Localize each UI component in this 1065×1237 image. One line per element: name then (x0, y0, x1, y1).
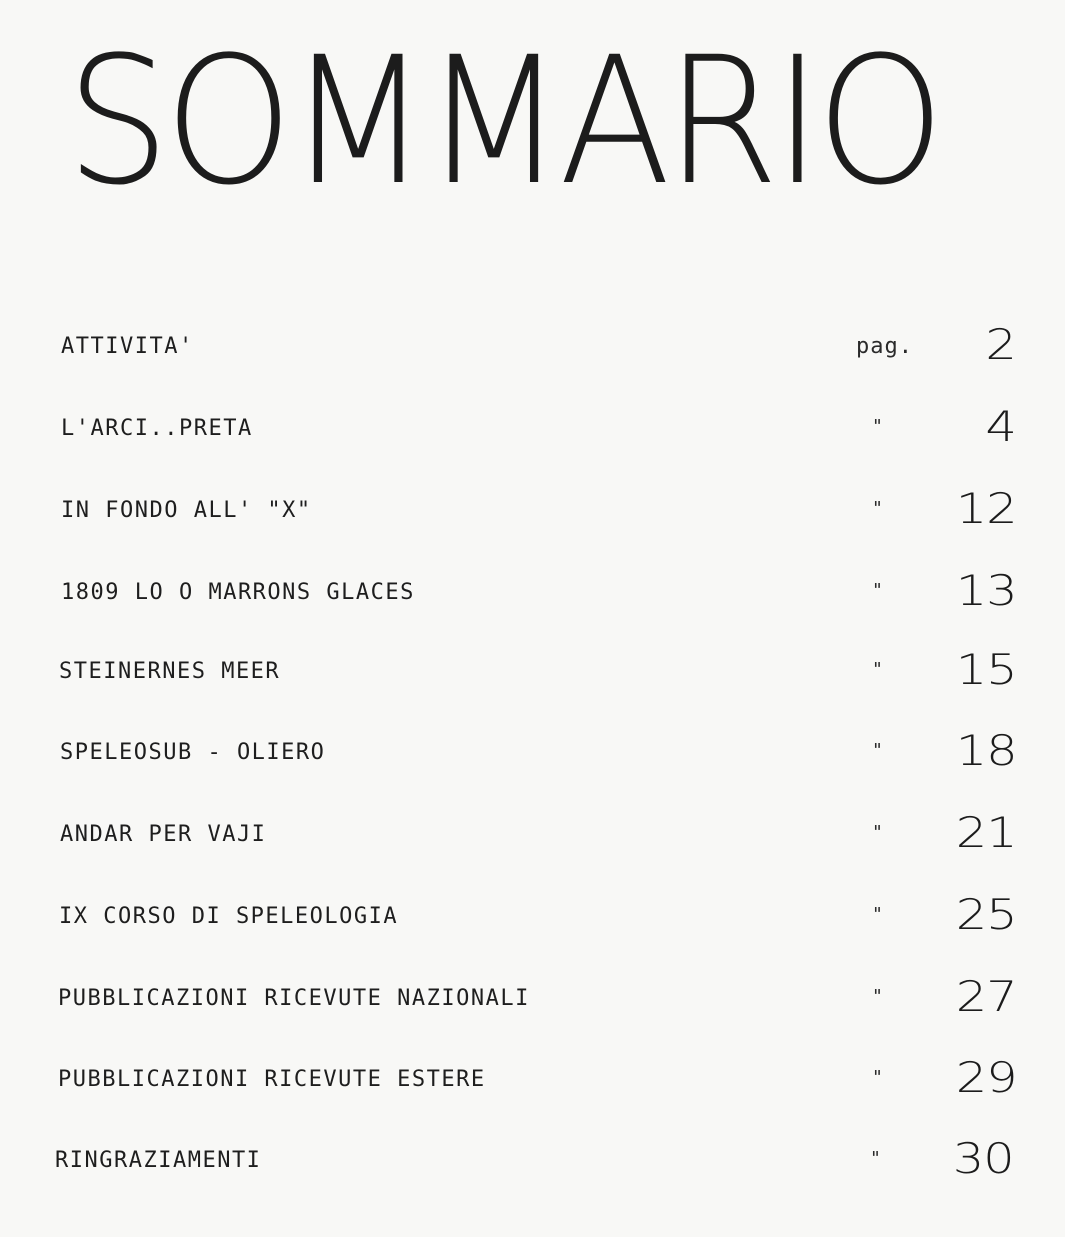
toc-entry-title: IN FONDO ALL' "X" (61, 498, 312, 523)
toc-entry-title: STEINERNES MEER (59, 659, 281, 684)
toc-entry-title: RINGRAZIAMENTI (55, 1148, 262, 1173)
toc-entry[interactable] (0, 972, 1065, 1022)
toc-entry-page: 25 (955, 890, 1016, 939)
toc-entry-page: 18 (955, 726, 1016, 775)
toc-ditto-mark: " (872, 416, 883, 437)
toc-ditto-mark: " (872, 986, 883, 1007)
toc-ditto-mark: " (872, 740, 883, 761)
toc-entry[interactable] (0, 484, 1065, 534)
toc-entry[interactable] (0, 726, 1065, 776)
toc-entry[interactable] (0, 1053, 1065, 1103)
toc-entry[interactable] (0, 890, 1065, 940)
toc-entry[interactable] (0, 402, 1065, 452)
toc-ditto-mark: " (872, 822, 883, 843)
toc-entry-title: PUBBLICAZIONI RICEVUTE NAZIONALI (58, 986, 530, 1011)
toc-entry[interactable] (0, 645, 1065, 695)
toc-entry-page: 21 (955, 808, 1016, 857)
toc-ditto-mark: " (872, 498, 883, 519)
toc-entry-page: 12 (955, 484, 1016, 533)
toc-entry-page: 27 (955, 972, 1016, 1021)
toc-entry-title: ATTIVITA' (61, 334, 194, 359)
toc-entry-title: ANDAR PER VAJI (60, 822, 267, 847)
toc-entry-page: 15 (955, 645, 1016, 694)
toc-ditto-mark: " (872, 904, 883, 925)
toc-entry[interactable] (0, 320, 1065, 370)
toc-entry-page: 2 (985, 320, 1016, 369)
toc-entry-page: 29 (955, 1053, 1016, 1102)
toc-entry-page: 4 (985, 402, 1016, 451)
toc-entry[interactable] (0, 808, 1065, 858)
toc-entry[interactable] (0, 1134, 1065, 1184)
toc-entry[interactable] (0, 566, 1065, 616)
toc-ditto-mark: " (872, 580, 883, 601)
toc-entry-page: 30 (952, 1134, 1013, 1183)
toc-entry-title: IX CORSO DI SPELEOLOGIA (59, 904, 399, 929)
toc-ditto-mark: " (872, 1067, 883, 1088)
toc-entry-page: 13 (955, 566, 1016, 615)
toc-entry-title: PUBBLICAZIONI RICEVUTE ESTERE (58, 1067, 486, 1092)
toc-entry-title: SPELEOSUB - OLIERO (60, 740, 326, 765)
page-title: SOMMARIO (66, 19, 940, 224)
toc-entry-title: 1809 LO O MARRONS GLACES (61, 580, 415, 605)
toc-ditto-mark: " (872, 659, 883, 680)
toc-ditto-mark: " (870, 1148, 881, 1169)
toc-page-prefix: pag. (856, 334, 913, 359)
toc-entry-title: L'ARCI..PRETA (61, 416, 253, 441)
